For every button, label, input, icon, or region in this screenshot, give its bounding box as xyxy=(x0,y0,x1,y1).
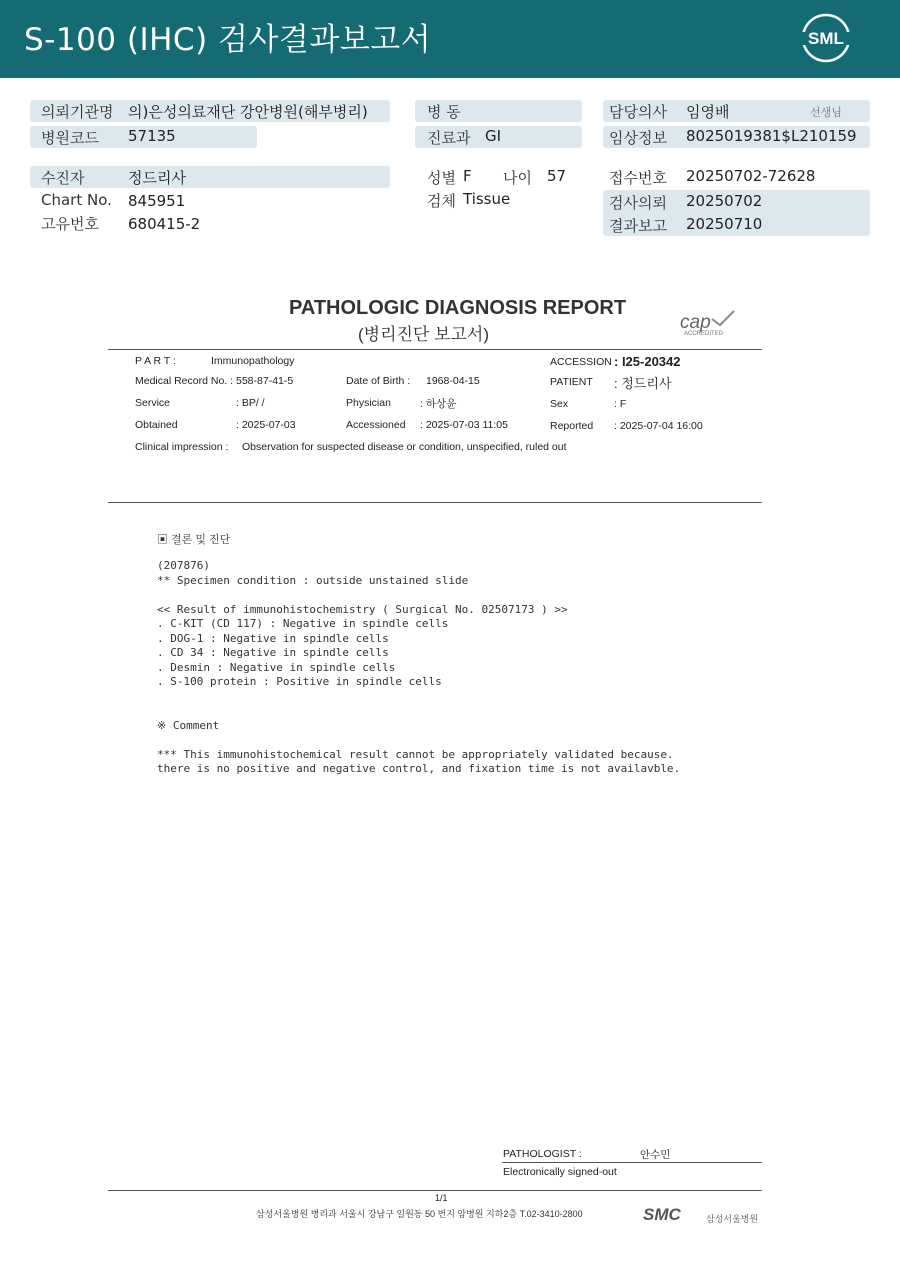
age-value: 57 xyxy=(547,167,567,185)
mrn-value: 558-87-41-5 xyxy=(236,375,294,387)
chart-no-label: Chart No. xyxy=(41,191,112,209)
page-title: S-100 (IHC) 검사결과보고서 xyxy=(24,22,432,58)
reported-label: Reported xyxy=(550,420,594,432)
ward-label: 병 동 xyxy=(427,103,461,121)
report-body-line: . S-100 protein : Positive in spindle cells xyxy=(157,675,442,688)
age-label: 나이 xyxy=(503,169,532,187)
institution-value: 의)은성의료재단 강안병원(해부병리) xyxy=(128,103,368,121)
reported-value: : 2025-07-04 16:00 xyxy=(614,420,703,432)
report-title: PATHOLOGIC DIAGNOSIS REPORT xyxy=(289,297,627,319)
report-rule-top xyxy=(108,349,762,350)
doctor-value: 임영배 xyxy=(686,103,730,121)
sex-value: F xyxy=(463,167,472,185)
report-subtitle: (병리진단 보고서) xyxy=(358,325,489,344)
obtained-label: Obtained xyxy=(135,419,178,431)
obtained-value: : 2025-07-03 xyxy=(236,419,296,431)
receipt-no-label: 접수번호 xyxy=(609,169,667,187)
accession-value: : I25-20342 xyxy=(614,354,681,369)
section-heading: ▣ 결론 및 진단 xyxy=(157,534,231,546)
specimen-value: Tissue xyxy=(463,190,511,208)
part-value: Immunopathology xyxy=(211,355,295,367)
report-date-value: 20250710 xyxy=(686,215,763,233)
sex-label-rpt: Sex xyxy=(550,398,569,410)
cap-check-icon xyxy=(710,309,736,327)
patient-value: 정드리사 xyxy=(128,169,186,187)
report-rule-mid xyxy=(108,502,762,503)
report-body-line: . DOG-1 : Negative in spindle cells xyxy=(157,631,389,645)
accession-label: ACCESSION xyxy=(550,356,612,368)
report-body-line: (207876) xyxy=(157,559,210,572)
patient-label-rpt: PATIENT xyxy=(550,376,593,388)
smc-logo: SMC xyxy=(643,1205,681,1224)
dob-value: 1968-04-15 xyxy=(426,375,480,387)
report-body-line: there is no positive and negative control, and fixation time is not availavble. xyxy=(157,762,681,775)
unique-no-label: 고유번호 xyxy=(41,215,99,233)
department-value: GI xyxy=(485,127,502,145)
page-number: 1/1 xyxy=(435,1193,448,1203)
sml-logo xyxy=(800,12,852,64)
receipt-no-value: 20250702-72628 xyxy=(686,167,816,185)
request-date-value: 20250702 xyxy=(686,192,763,210)
clinical-info-value: 8025019381$L210159 xyxy=(686,127,857,145)
cap-accredited: ACCREDITED xyxy=(684,331,724,337)
pathologist-rule xyxy=(502,1162,762,1163)
cap-logo: cap xyxy=(680,312,711,333)
doctor-label: 담당의사 xyxy=(609,103,667,121)
unique-no-value: 680415-2 xyxy=(128,215,201,233)
clinical-label: Clinical impression : xyxy=(135,441,229,453)
signed-out: Electronically signed-out xyxy=(503,1166,617,1178)
specimen-label: 검체 xyxy=(427,192,456,210)
sex-label: 성별 xyxy=(427,169,456,187)
logo-text: SML xyxy=(808,29,844,48)
report-body-line: . CD 34 : Negative in spindle cells xyxy=(157,646,389,659)
service-label: Service xyxy=(135,397,171,409)
sex-value-rpt: : F xyxy=(614,398,627,410)
physician-label: Physician xyxy=(346,397,391,409)
report-body-line: *** This immunohistochemical result cannot be appropriately validated because. xyxy=(157,747,674,761)
part-label: P A R T : xyxy=(135,355,176,367)
patient-label: 수진자 xyxy=(41,169,85,187)
report-body-line: << Result of immunohistochemistry ( Surgical No. 02507173 ) >> xyxy=(157,602,568,616)
report-body-line: ** Specimen condition : outside unstained slide xyxy=(157,573,469,587)
chart-no-value: 845951 xyxy=(128,192,186,210)
service-value: : BP/ / xyxy=(236,397,265,409)
accessioned-label: Accessioned xyxy=(346,419,406,431)
smc-logo-name: 삼성서울병원 xyxy=(706,1214,759,1224)
footer-address: 삼성서울병원 병리과 서울시 강남구 일원동 50 번지 암병원 지하2층 T.02-3410-2800 xyxy=(256,1209,583,1219)
clinical-value: Observation for suspected disease or condition, unspecified, ruled out xyxy=(242,441,567,453)
accessioned-value: : 2025-07-03 11:05 xyxy=(420,419,508,431)
report-date-label: 결과보고 xyxy=(609,217,667,235)
patient-value-rpt: : 정드리사 xyxy=(614,376,672,391)
department-label: 진료과 xyxy=(427,129,471,147)
physician-value: : 하상윤 xyxy=(420,398,457,410)
report-rule-bottom xyxy=(108,1190,762,1191)
report-body-line: . C-KIT (CD 117) : Negative in spindle cells xyxy=(157,617,449,630)
hospital-code-value: 57135 xyxy=(128,127,176,145)
mrn-label: Medical Record No. : xyxy=(135,375,234,387)
report-body-line: ※ Comment xyxy=(157,718,220,732)
doctor-suffix: 선생님 xyxy=(810,106,842,119)
hospital-code-label: 병원코드 xyxy=(41,129,99,147)
pathologist-value: 안수민 xyxy=(640,1149,671,1161)
report-body-line: . Desmin : Negative in spindle cells xyxy=(157,660,396,674)
clinical-info-label: 임상정보 xyxy=(609,129,667,147)
dob-label: Date of Birth : xyxy=(346,375,411,387)
request-date-label: 검사의뢰 xyxy=(609,194,667,212)
pathologist-label: PATHOLOGIST : xyxy=(503,1148,582,1160)
institution-label: 의뢰기관명 xyxy=(41,103,114,121)
